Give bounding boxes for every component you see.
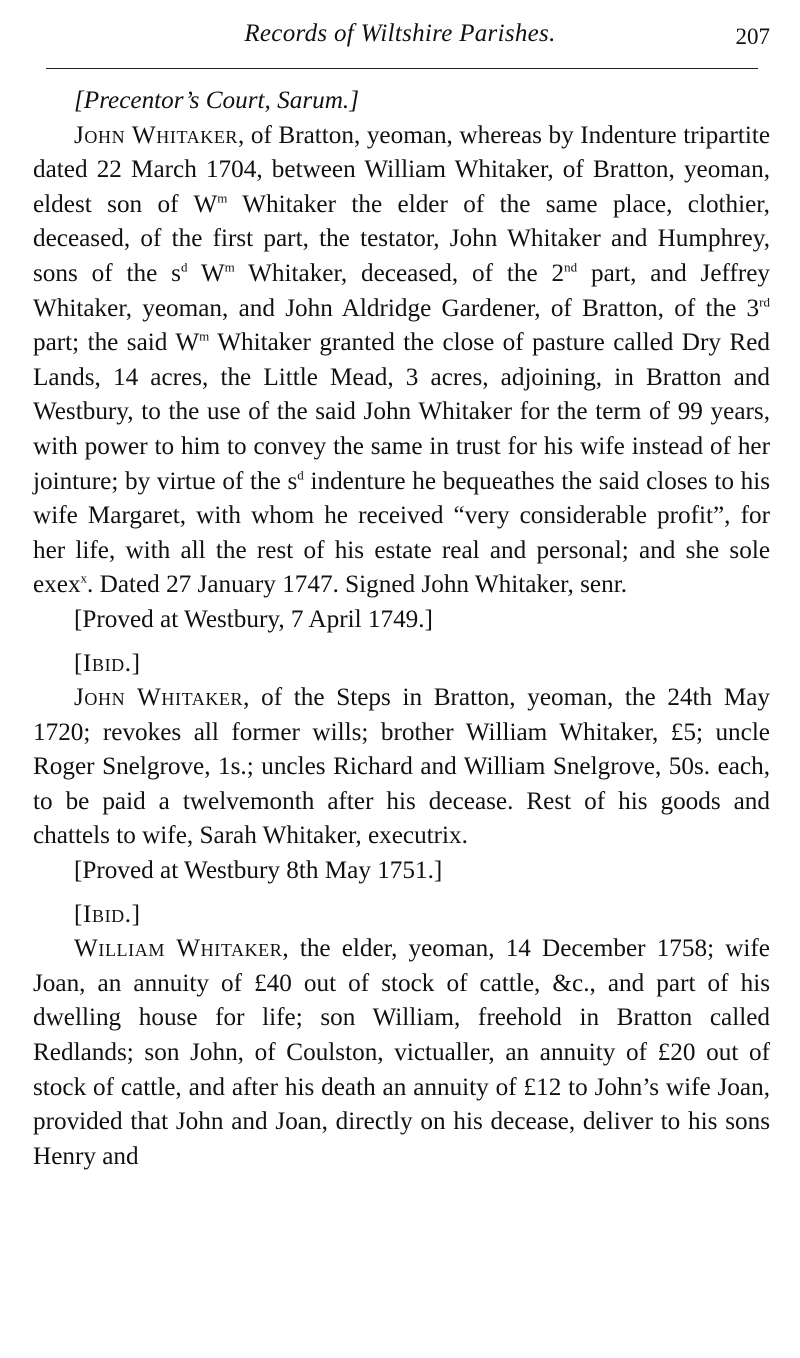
spacer	[33, 889, 770, 898]
page-body	[33, 84, 770, 1174]
header-rule	[46, 68, 758, 69]
testator-name: John Whitaker	[74, 121, 239, 149]
will-entry-paragraph: John Whitaker, of the Steps in Bratton, yeoman, the 24th May 1720; revokes all former wills; brother William Whitaker, £5; uncle Roger Snelgrove, 1s.; uncles Richard and William Snelgrove, 50s. each, to be paid a twelvemonth after his decease. Rest of his goods and chattels to wife, Sarah Whitaker, executrix.	[33, 684, 770, 850]
court-heading: [Ibid.]	[74, 649, 141, 677]
court-heading: [Ibid.]	[74, 900, 141, 928]
testator-name: John Whitaker	[74, 684, 244, 712]
testator-name: William Whitaker	[74, 935, 283, 963]
probate-note: [Proved at Westbury, 7 April 1749.]	[74, 605, 433, 633]
page-header	[30, 18, 770, 52]
court-heading: [Precentor’s Court, Sarum.]	[74, 87, 360, 114]
will-entry-paragraph: William Whitaker, the elder, yeoman, 14 December 1758; wife Joan, an annuity of £40 out of stock of cattle, &c., and part of his dwelling house for life; son William, freehold in Bratton called Redlands; son John, of Coulston, victualler, an annuity of £20 out of stock of cattle, and after his death an annuity of £12 to John’s wife Joan, provided that John and Joan, directly on his decease, deliver to his sons Henry and	[33, 935, 770, 1170]
page-number: 207	[735, 24, 770, 49]
will-entry-paragraph: John Whitaker, of Bratton, yeoman, whereas by Indenture tripartite dated 22 March 1704, between William Whitaker, of Bratton, yeoman, eldest son of $W^m$ Whitaker the elder of the same place, clothier, deceased, of the first part, the testator, John Whitaker and Humphrey, sons of the $s^d$ $W^m$ Whitaker, deceased, of the 2nd part, and Jeffrey Whitaker, yeoman, and John Aldridge Gardener, of Bratton, of the 3rd part; the said $W^m$ Whitaker granted the close of pasture called Dry Red Lands, 14 acres, the Little Mead, 3 acres, adjoining, in Bratton and Westbury, to the use of the said John Whitaker for the term of 99 years, with power to him to convey the same in trust for his wife instead of her jointure; by virtue of the $s^d$ indenture he bequeathes the said closes to his wife Margaret, with whom he received “very considerable profit”, for her life, with all the rest of his estate real and personal; and she sole exex$^x$. Dated 27 January 1747. Signed John Whitaker, senr.	[33, 121, 771, 599]
running-title: Records of Wiltshire Parishes.	[244, 20, 556, 47]
spacer	[33, 638, 770, 647]
probate-note: [Proved at Westbury 8th May 1751.]	[74, 857, 443, 885]
